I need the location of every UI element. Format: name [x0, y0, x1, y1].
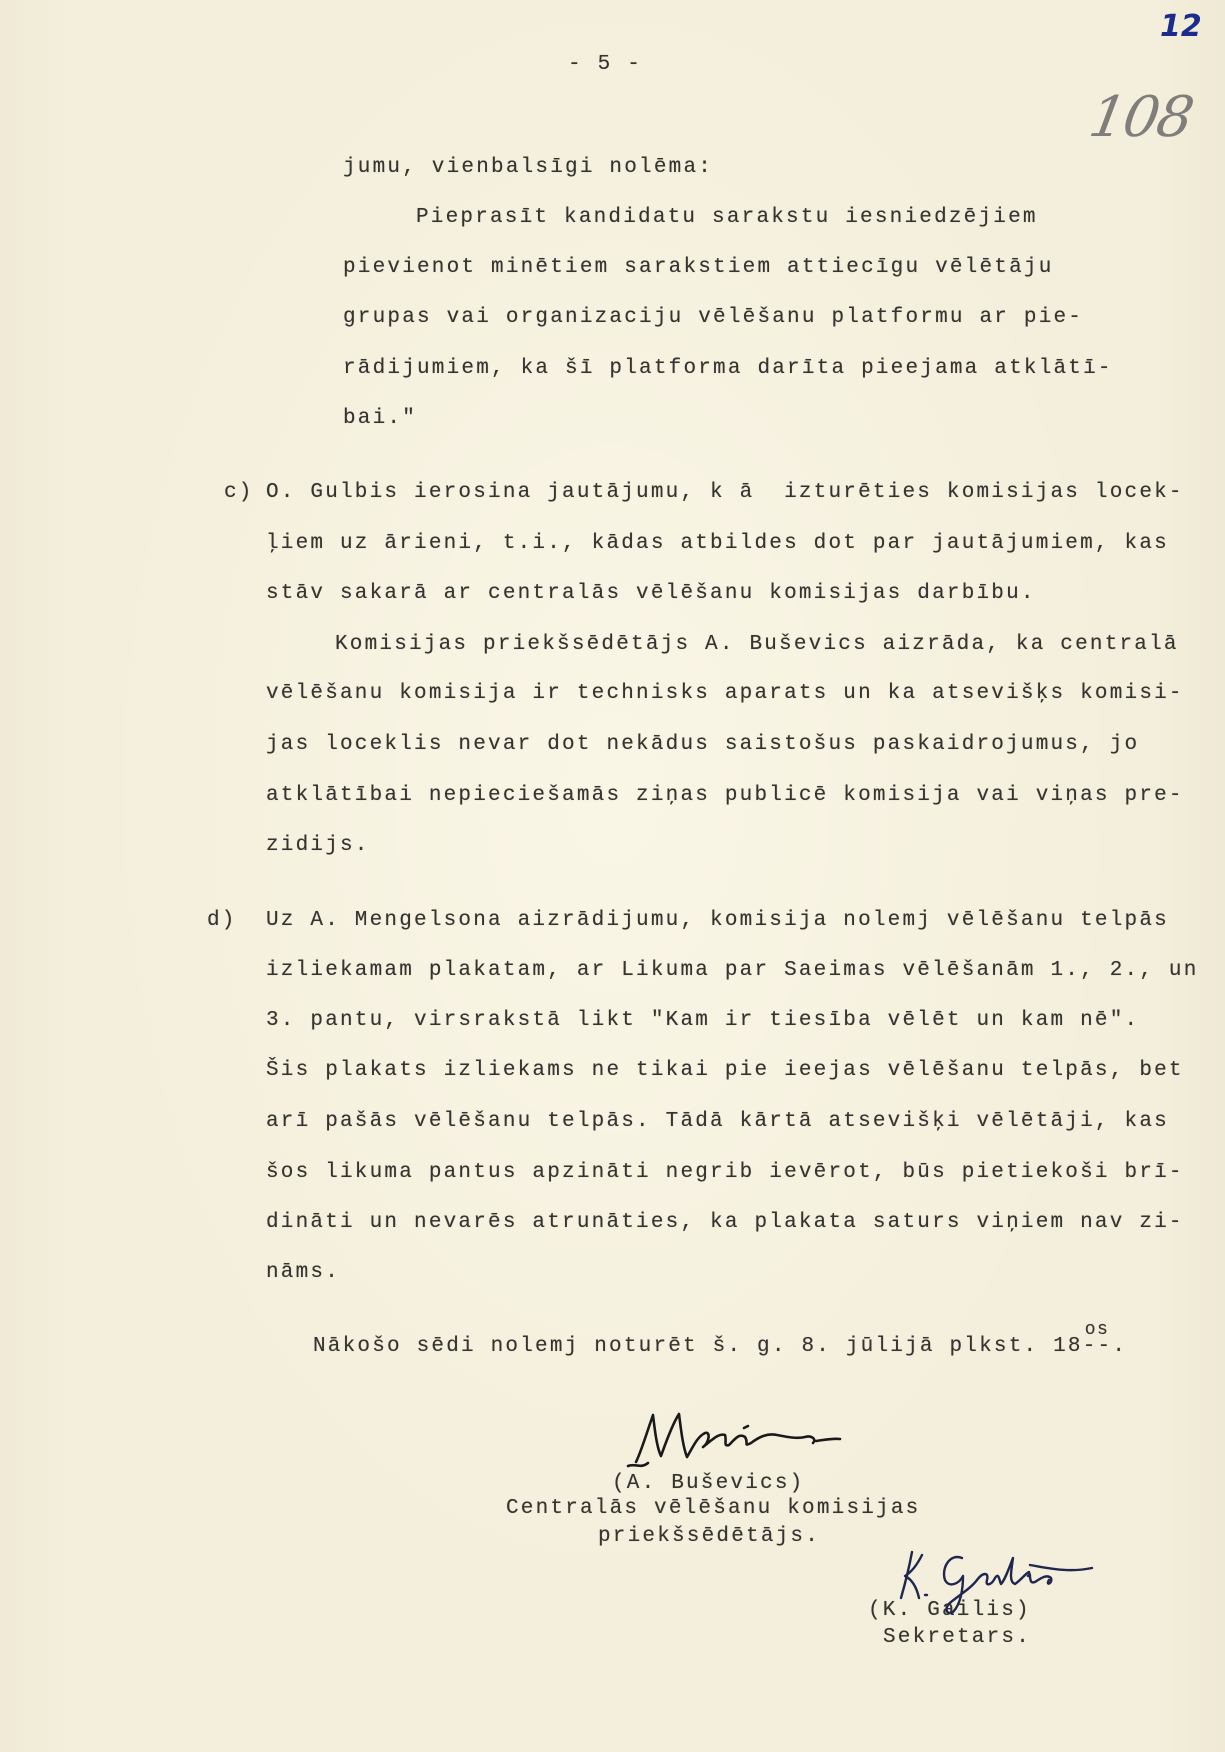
continuation-line: bai.": [343, 407, 418, 430]
signatory-title-line: priekšsēdētājs.: [598, 1525, 821, 1548]
signatory-title-line: Sekretars.: [883, 1626, 1032, 1649]
page-number: - 5 -: [568, 53, 643, 76]
item-c-line: O. Gulbis ierosina jautājumu, k ā izturēties komisijas locek-: [266, 481, 1184, 504]
signatory-name: (A. Buševics): [612, 1472, 805, 1495]
item-c-line: atklātībai nepieciešamās ziņas publicē komisija vai viņas pre-: [266, 784, 1184, 807]
item-c-line: ļiem uz ārieni, t.i., kādas atbildes dot par jautājumiem, kas: [266, 532, 1169, 555]
continuation-line: Pieprasīt kandidatu sarakstu iesniedzējiem: [416, 206, 1038, 229]
signatory-title-line: Centralās vēlēšanu komisijas: [506, 1497, 921, 1520]
meeting-time-suffix: [1082, 1320, 1128, 1359]
continuation-line: pievienot minētiem sarakstiem attiecīgu vēlētāju: [343, 256, 1054, 279]
signature-secretary: [890, 1528, 1100, 1620]
meeting-time-dashes: --.: [1082, 1335, 1128, 1358]
item-d-line: 3. pantu, virsrakstā likt "Kam ir tiesība vēlēt un kam nē".: [266, 1009, 1140, 1032]
signature-chairman: [626, 1402, 851, 1474]
item-d-line: nāms.: [266, 1261, 341, 1284]
item-c-line: jas loceklis nevar dot nekādus saistošus paskaidrojumus, jo: [266, 733, 1140, 756]
continuation-line: rādijumiem, ka šī platforma darīta pieejama atklātī-: [343, 357, 1113, 380]
continuation-line: grupas vai organizaciju vēlēšanu platformu ar pie-: [343, 306, 1084, 329]
item-d-line: dināti un nevarēs atrunāties, ka plakata saturs viņiem nav zi-: [266, 1211, 1184, 1234]
item-d-line: izliekamam plakatam, ar Likuma par Saeimas vēlēšanām 1., 2., un: [266, 959, 1199, 982]
item-c-line: stāv sakarā ar centralās vēlēšanu komisijas darbību.: [266, 582, 1036, 605]
meeting-time-superscript: os: [1084, 1320, 1110, 1340]
item-c-line: zidijs.: [266, 834, 370, 857]
next-meeting-text: Nākošo sēdi nolemj noturēt š. g. 8. jūlijā plkst. 18: [313, 1335, 1083, 1358]
archive-sheet-number: 12: [1160, 9, 1202, 44]
item-d-line: arī pašās vēlēšanu telpās. Tādā kārtā atsevišķi vēlētāji, kas: [266, 1110, 1169, 1133]
item-d-line: Šis plakats izliekams ne tikai pie ieejas vēlēšanu telpās, bet: [266, 1059, 1184, 1082]
item-c-label: c): [224, 481, 254, 504]
item-d-line: šos likuma pantus apzināti negrib ievērot, būs pietiekoši brī-: [266, 1161, 1184, 1184]
continuation-line: jumu, vienbalsīgi nolēma:: [343, 156, 714, 179]
item-d-label: d): [207, 909, 237, 932]
archive-folio-number: 108: [1084, 85, 1197, 150]
signatory-name: (K. Gailis): [868, 1599, 1031, 1622]
item-c-line: vēlēšanu komisija ir technisks aparats un ka atsevišķs komisi-: [266, 682, 1184, 705]
item-d-line: Uz A. Mengelsona aizrādijumu, komisija nolemj vēlēšanu telpās: [266, 909, 1169, 932]
next-meeting-line: [313, 1320, 1128, 1359]
item-c-line: Komisijas priekšsēdētājs A. Buševics aizrāda, ka centralā: [335, 633, 1179, 656]
